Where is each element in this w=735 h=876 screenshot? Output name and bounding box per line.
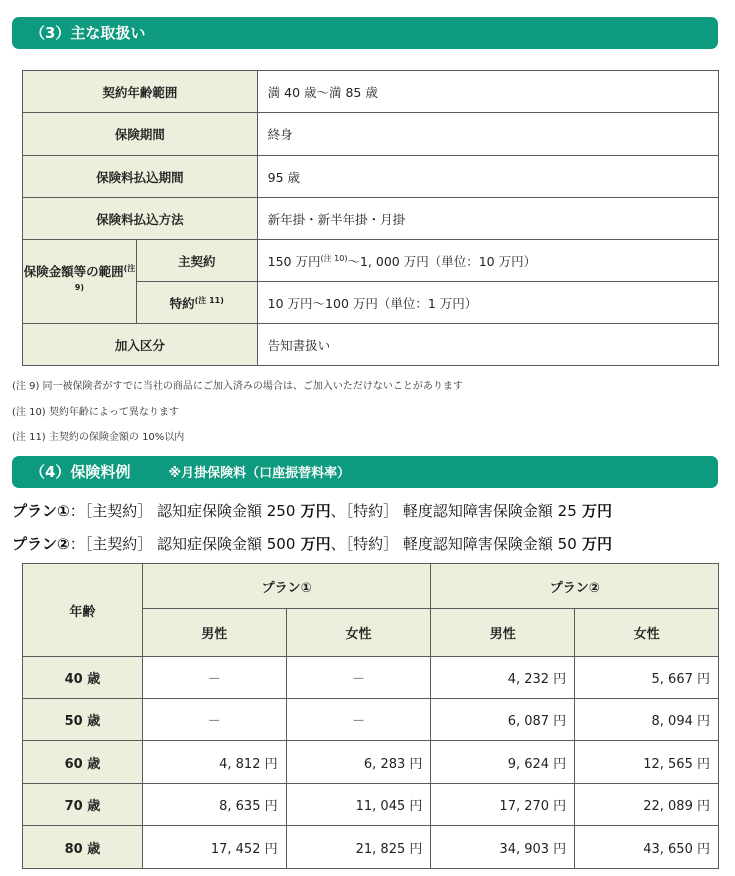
note-10: (注 10) 契約年齢によって異なります <box>12 407 179 418</box>
plan1-unit2: 万円 <box>576 502 612 520</box>
plan2-female-cell: 12, 565 円 <box>575 741 719 784</box>
payment-method-label: 保険料払込方法 <box>23 198 258 240</box>
plan1-male-header: 男性 <box>142 609 286 657</box>
age-range-value: 満 40 歳～満 85 歳 <box>257 71 718 113</box>
handling-table <box>22 70 719 366</box>
plan1-male-cell: 17, 452 円 <box>142 826 286 869</box>
plan2-male-cell: 9, 624 円 <box>431 741 575 784</box>
plan1-female-cell: 21, 825 円 <box>286 826 431 869</box>
plan2-male-cell: 34, 903 円 <box>431 826 575 869</box>
plan1-female-cell: 11, 045 円 <box>286 784 431 826</box>
plan2-sep: ： <box>69 535 85 553</box>
section4-subtitle: ※月掛保険料（口座振替料率） <box>168 466 351 481</box>
enrollment-value: 告知書扱い <box>257 324 718 366</box>
plan2-header: プラン② <box>431 564 719 609</box>
plan1-name: プラン① <box>12 502 70 520</box>
row-payment-period <box>23 156 719 198</box>
age-cell: 60 歳 <box>23 741 143 784</box>
main-contract-label: 主契約 <box>136 240 257 282</box>
plan2-female-cell: 5, 667 円 <box>575 657 719 699</box>
main-contract-value <box>257 240 718 282</box>
plan2-female-header: 女性 <box>575 609 719 657</box>
plan2-male-header: 男性 <box>431 609 575 657</box>
table-row <box>23 657 719 699</box>
premium-table <box>22 563 719 869</box>
amount-range-label-text: 保険金額等の範囲 <box>23 263 124 279</box>
table-row <box>23 784 719 826</box>
note-11: (注 11) 主契約の保険金額の 10%以内 <box>12 432 185 443</box>
age-cell: 50 歳 <box>23 699 143 741</box>
payment-method-value: 新年掛・新半年掛・月掛 <box>257 198 718 240</box>
plan2-female-cell: 22, 089 円 <box>575 784 719 826</box>
plan2-female-cell: 8, 094 円 <box>575 699 719 741</box>
plan2-part1: ［主契約］ 認知症保険金額 500 <box>84 535 296 553</box>
age-cell: 80 歳 <box>23 826 143 869</box>
insurance-period-label: 保険期間 <box>23 113 258 156</box>
table-row <box>23 826 719 869</box>
note-9: (注 9) 同一被保険者がすでに当社の商品にご加入済みの場合は、ご加入いただけないことがあります <box>12 381 463 392</box>
table-row <box>23 741 719 784</box>
plan1-female-cell: 6, 283 円 <box>286 741 431 784</box>
plan1-part2: 、［特約］ 軽度認知障害保険金額 25 <box>330 502 577 520</box>
enrollment-label: 加入区分 <box>23 324 258 366</box>
main-contract-value-b: ～1, 000 万円（単位：10 万円） <box>347 253 537 269</box>
section4-header <box>12 456 718 488</box>
payment-period-label: 保険料払込期間 <box>23 156 258 198</box>
plan1-part1: ［主契約］ 認知症保険金額 250 <box>84 502 296 520</box>
table-row <box>23 699 719 741</box>
plan1-header: プラン① <box>142 564 431 609</box>
row-amount-main <box>23 240 719 282</box>
rider-label <box>136 282 257 324</box>
row-age-range <box>23 71 719 113</box>
main-contract-note: (注 10) <box>320 253 348 263</box>
plan1-female-header: 女性 <box>286 609 431 657</box>
insurance-period-value: 終身 <box>257 113 718 156</box>
rider-label-text: 特約 <box>169 295 195 311</box>
age-range-label: 契約年齢範囲 <box>23 71 258 113</box>
plan2-male-cell: 4, 232 円 <box>431 657 575 699</box>
plan2-name: プラン② <box>12 535 70 553</box>
plan1-male-cell: － <box>142 657 286 699</box>
plan1-female-cell: － <box>286 699 431 741</box>
amount-range-note: (注 9) <box>74 263 136 292</box>
plan1-male-cell: 8, 635 円 <box>142 784 286 826</box>
rider-note: (注 11) <box>194 295 224 305</box>
plan2-male-cell: 17, 270 円 <box>431 784 575 826</box>
plan1-unit1: 万円 <box>295 502 331 520</box>
plan2-description <box>12 533 612 554</box>
premium-header-row-1 <box>23 564 719 609</box>
section3-header <box>12 17 718 49</box>
plan2-unit1: 万円 <box>295 535 331 553</box>
section4-title: （4）保険料例 <box>30 463 131 481</box>
age-cell: 40 歳 <box>23 657 143 699</box>
main-contract-value-a: 150 万円 <box>267 253 321 269</box>
row-insurance-period <box>23 113 719 156</box>
plan2-male-cell: 6, 087 円 <box>431 699 575 741</box>
row-payment-method <box>23 198 719 240</box>
section3-title: （3）主な取扱い <box>30 24 146 42</box>
plan1-male-cell: 4, 812 円 <box>142 741 286 784</box>
age-header: 年齢 <box>23 564 143 657</box>
rider-value: 10 万円～100 万円（単位：1 万円） <box>257 282 718 324</box>
amount-range-label <box>23 240 137 324</box>
plan2-part2: 、［特約］ 軽度認知障害保険金額 50 <box>330 535 577 553</box>
age-cell: 70 歳 <box>23 784 143 826</box>
plan1-male-cell: － <box>142 699 286 741</box>
plan2-female-cell: 43, 650 円 <box>575 826 719 869</box>
plan1-sep: ： <box>69 502 85 520</box>
plan1-female-cell: － <box>286 657 431 699</box>
payment-period-value: 95 歳 <box>257 156 718 198</box>
plan2-unit2: 万円 <box>576 535 612 553</box>
plan1-description <box>12 500 612 521</box>
row-enrollment <box>23 324 719 366</box>
